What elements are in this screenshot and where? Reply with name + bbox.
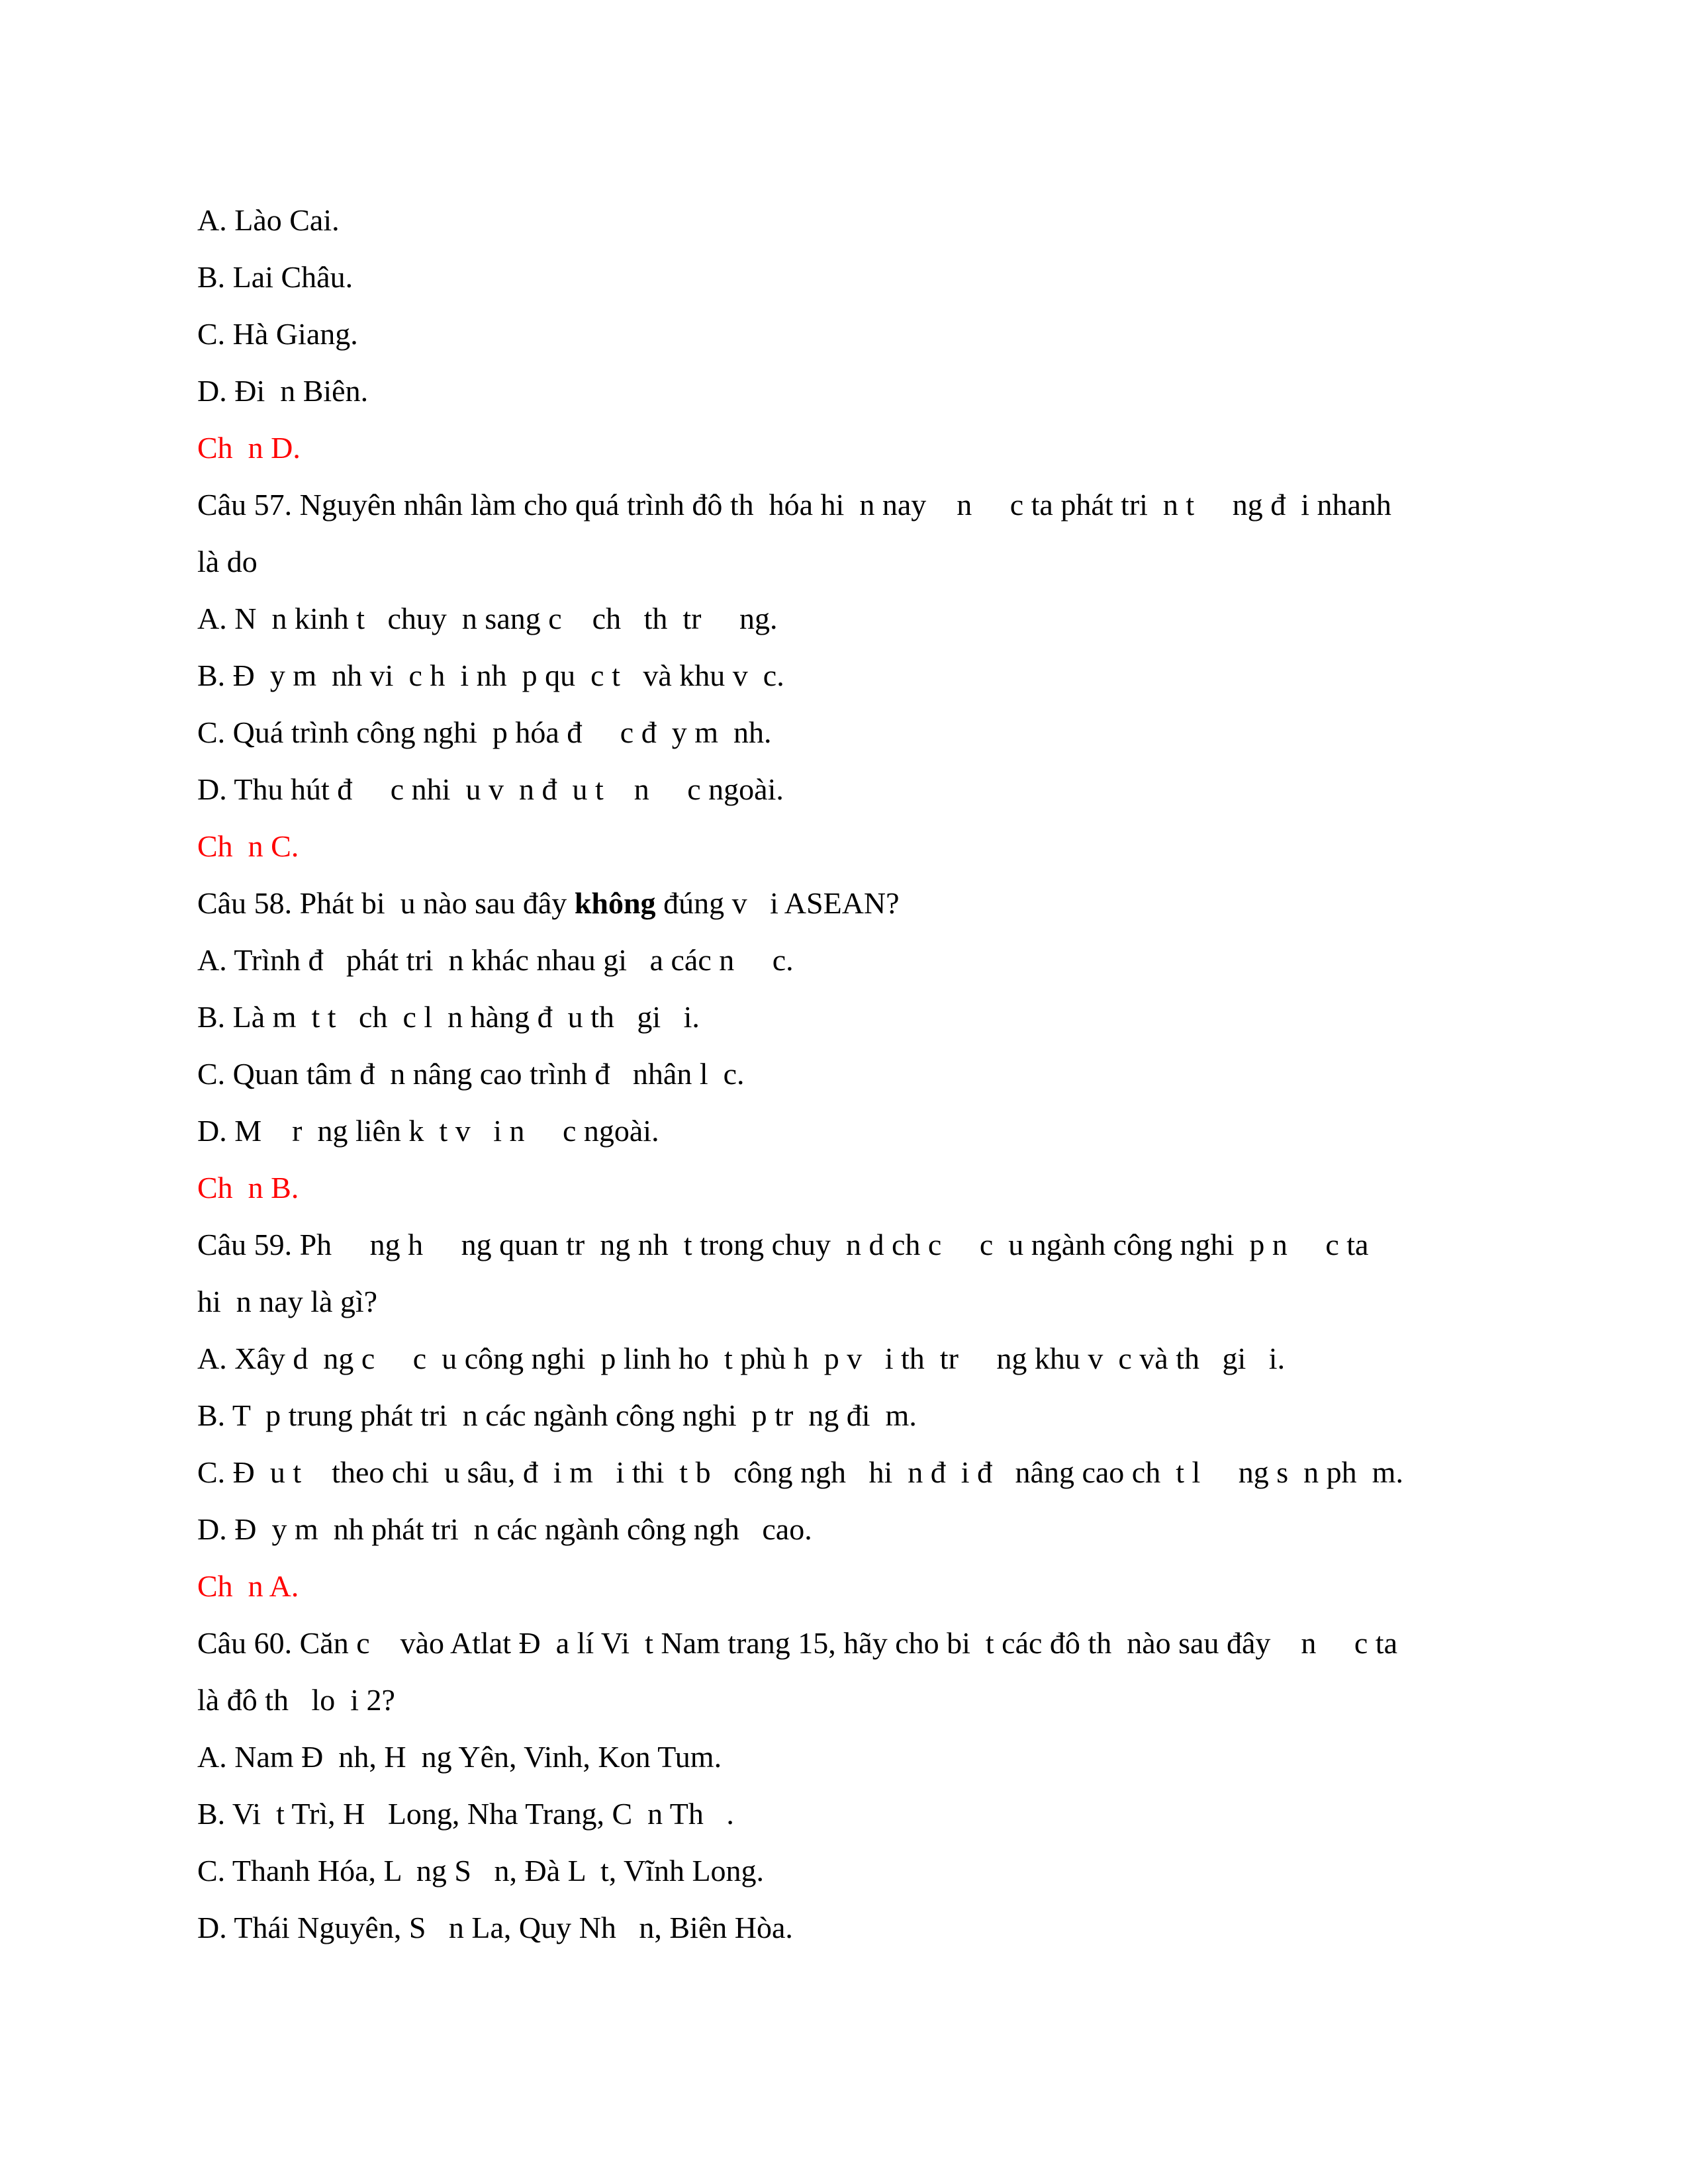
q60-option-b: B. Vi t Trì, H Long, Nha Trang, C n Th .: [197, 1797, 734, 1831]
q56-option-d: D. Đi n Biên.: [197, 374, 369, 408]
q56-option-a: A. Lào Cai.: [197, 203, 340, 237]
q58-stem-before: Câu 58. Phát bi u nào sau đây: [197, 886, 575, 920]
q56-option-b: B. Lai Châu.: [197, 260, 353, 294]
q57-answer: Ch n C.: [197, 829, 299, 863]
q58-option-a: A. Trình đ phát tri n khác nhau gi a các n c.: [197, 943, 794, 977]
q58-stem-bold: không: [574, 886, 656, 920]
q60-option-c: C. Thanh Hóa, L ng S n, Đà L t, Vĩnh Long.: [197, 1854, 765, 1888]
q60-option-a: A. Nam Đ nh, H ng Yên, Vinh, Kon Tum.: [197, 1740, 722, 1774]
q59-option-d: D. Đ y m nh phát tri n các ngành công ngh cao.: [197, 1512, 812, 1546]
q56-option-c: C. Hà Giang.: [197, 317, 358, 351]
q57-option-a: A. N n kinh t chuy n sang c ch th tr ng.: [197, 602, 778, 635]
q57-option-c: C. Quá trình công nghi p hóa đ c đ y m nh.: [197, 715, 772, 749]
q58-stem: [197, 875, 1495, 932]
q57-stem-line-1: Câu 57. Nguyên nhân làm cho quá trình đô th hóa hi n nay n c ta phát tri n t ng đ i nhanh: [197, 488, 1391, 522]
q60-stem-line-2: là đô th lo i 2?: [197, 1683, 395, 1717]
q59-option-a: A. Xây d ng c c u công nghi p linh ho t phù h p v i th tr ng khu v c và th gi i.: [197, 1342, 1286, 1375]
q60-option-d: D. Thái Nguyên, S n La, Quy Nh n, Biên Hòa.: [197, 1911, 793, 1944]
q57-stem-line-2: là do: [197, 545, 258, 578]
q58-stem-after: đúng v i ASEAN?: [655, 886, 900, 920]
q60-stem-line-1: Câu 60. Căn c vào Atlat Đ a lí Vi t Nam trang 15, hãy cho bi t các đô th nào sau đây n c ta: [197, 1626, 1397, 1660]
q57-option-d: D. Thu hút đ c nhi u v n đ u t n c ngoài.: [197, 772, 784, 806]
q58-option-b: B. Là m t t ch c l n hàng đ u th gi i.: [197, 1000, 700, 1034]
q58-option-c: C. Quan tâm đ n nâng cao trình đ nhân l c.: [197, 1057, 745, 1091]
q58-answer: Ch n B.: [197, 1171, 299, 1205]
q56-answer: Ch n D.: [197, 431, 301, 465]
q59-answer: Ch n A.: [197, 1569, 299, 1603]
q59-option-b: B. T p trung phát tri n các ngành công nghi p tr ng đi m.: [197, 1398, 917, 1432]
q58-option-d: D. M r ng liên k t v i n c ngoài.: [197, 1114, 659, 1148]
q59-stem-line-1: Câu 59. Ph ng h ng quan tr ng nh t trong chuy n d ch c c u ngành công nghi p n c ta: [197, 1228, 1369, 1261]
q57-option-b: B. Đ y m nh vi c h i nh p qu c t và khu v c.: [197, 659, 784, 692]
q59-option-c: C. Đ u t theo chi u sâu, đ i m i thi t b công ngh hi n đ i đ nâng cao ch t l ng s n ph m.: [197, 1455, 1403, 1489]
document-page: [197, 192, 1495, 1956]
q59-stem-line-2: hi n nay là gì?: [197, 1285, 378, 1318]
